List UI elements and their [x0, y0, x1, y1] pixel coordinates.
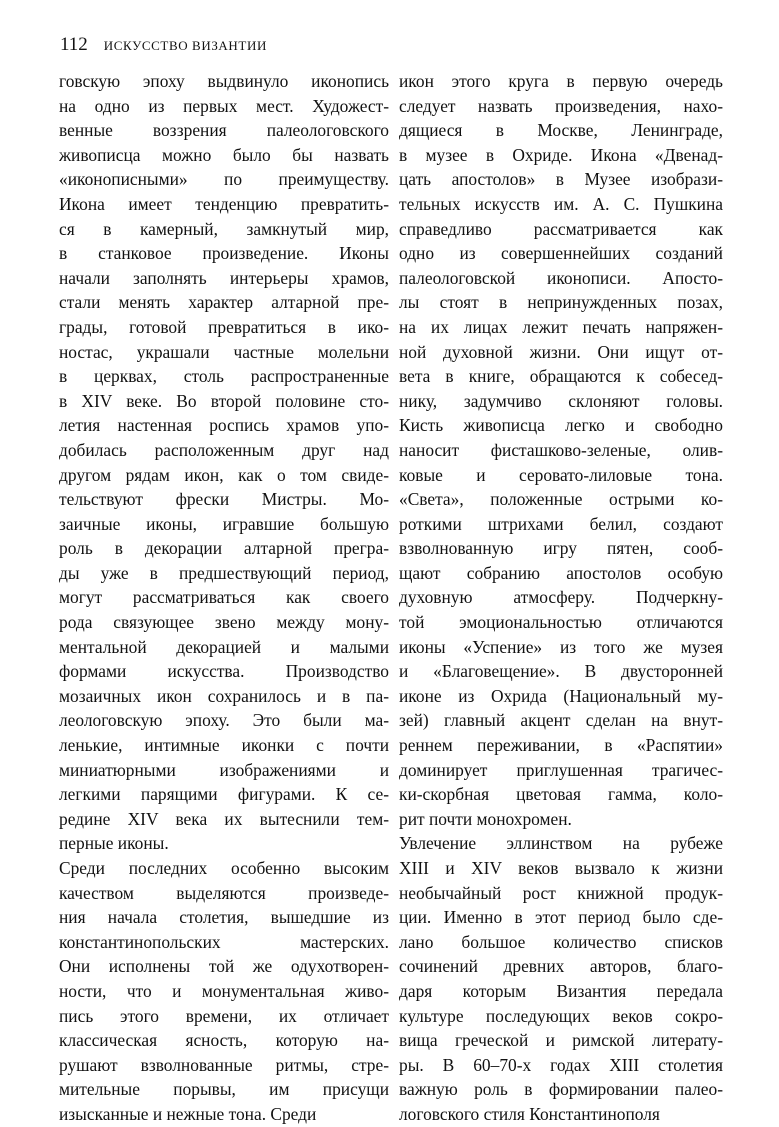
text-line: ной духовной жизни. Они ищут от-	[399, 341, 723, 362]
text-line: и «Благовещение». В двусторонней	[399, 661, 723, 682]
text-line: перные иконы.	[59, 833, 169, 854]
text-line: рит почти монохромен.	[399, 808, 572, 829]
text-line: рода связующее звено между мону-	[59, 612, 389, 633]
text-line: ся в камерный, замкнутый мир,	[59, 218, 389, 239]
text-line: ния начала столетия, вышедшие из	[59, 907, 389, 928]
text-line: на их лицах лежит печать напряжен-	[399, 316, 723, 337]
text-line: ковые и серовато-лиловые тона.	[399, 464, 723, 485]
text-line: венные воззрения палеологовского	[59, 120, 389, 141]
text-line: рушают взволнованные ритмы, стре-	[59, 1054, 389, 1075]
text-line: формами искусства. Производство	[59, 661, 389, 682]
text-line: необычайный рост книжной продук-	[399, 882, 723, 903]
text-line: говскую эпоху выдвинуло иконопись	[59, 71, 389, 91]
text-line: «иконописными» по преимуществу.	[59, 169, 389, 190]
text-line: изысканные и нежные тона. Среди	[59, 1103, 317, 1124]
text-line: легкими парящими фигурами. К се-	[59, 784, 389, 805]
text-line: палеологовской иконописи. Апосто-	[399, 267, 723, 288]
text-line: справедливо рассматривается как	[399, 218, 723, 239]
text-line: нику, задумчиво склоняют головы.	[399, 390, 723, 411]
text-line: константинопольских мастерских.	[59, 931, 389, 952]
text-line: роль в декорации алтарной прегра-	[59, 538, 389, 559]
text-line: миниатюрными изображениями и	[59, 759, 389, 780]
left-column	[59, 69, 389, 1127]
text-line: пись этого времени, их отличает	[59, 1005, 389, 1026]
text-line: другом рядам икон, как о том свиде-	[59, 464, 389, 485]
text-line: ки-скорбная цветовая гамма, коло-	[399, 784, 723, 805]
text-line: вища греческой и римской литерату-	[399, 1030, 723, 1051]
text-line: цать апостолов» в Музее изобрази-	[399, 169, 723, 190]
text-line: классическая ясность, которую на-	[59, 1030, 389, 1051]
text-line: в церквах, столь распространенные	[59, 366, 389, 387]
text-line: наносит фисташково-зеленые, олив-	[399, 439, 723, 460]
text-line: лано большое количество списков	[399, 931, 723, 952]
text-line: Кисть живописца легко и свободно	[399, 415, 723, 436]
text-line: стали менять характер алтарной пре-	[59, 292, 389, 313]
text-line: ленькие, интимные иконки с почти	[59, 735, 389, 756]
text-line: качеством выделяются произведе-	[59, 882, 389, 903]
text-line: ды уже в предшествующий период,	[59, 562, 389, 583]
text-line: заичные иконы, игравшие большую	[59, 513, 389, 534]
text-line: сочинений древних авторов, благо-	[399, 956, 723, 977]
text-line: ры. В 60–70-х годах XIII столетия	[399, 1054, 723, 1075]
text-line: XIII и XIV веков вызвало к жизни	[399, 858, 723, 878]
text-line: могут рассматриваться как своего	[59, 587, 389, 608]
text-line: Они исполнены той же одухотворен-	[59, 956, 389, 977]
text-line: ности, что и монументальная живо-	[59, 980, 389, 1001]
text-line: грады, готовой превратиться в ико-	[59, 316, 389, 337]
text-line: взволнованную игру пятен, сооб-	[399, 538, 723, 559]
text-line: «Света», положенные острыми ко-	[399, 489, 723, 510]
text-line: логовского стиля Константинополя	[399, 1103, 660, 1124]
text-line: важную роль в формировании палео-	[399, 1079, 723, 1100]
text-line: живописца можно было бы назвать	[59, 144, 389, 165]
text-line: роткими штрихами белил, создают	[399, 513, 723, 534]
text-line: дящиеся в Москве, Ленинграде,	[399, 120, 723, 141]
right-column	[399, 69, 723, 1127]
text-line: иконе из Охрида (Национальный му-	[399, 685, 723, 706]
text-line: летия настенная роспись храмов упо-	[59, 415, 389, 436]
running-title: ИСКУССТВО ВИЗАНТИИ	[103, 38, 267, 53]
text-line: в музее в Охриде. Икона «Двенад-	[399, 144, 723, 165]
text-line: мозаичных икон сохранилось и в па-	[59, 685, 389, 706]
text-line: духовную атмосферу. Подчеркну-	[399, 587, 723, 608]
text-line: в XIV веке. Во второй половине сто-	[59, 390, 389, 411]
text-line: даря которым Византия передала	[399, 980, 723, 1001]
text-line: щают собранию апостолов особую	[399, 562, 723, 583]
text-line: той эмоциональностью отличаются	[399, 612, 723, 633]
text-line: иконы «Успение» из того же музея	[399, 636, 723, 657]
page-number: 112	[60, 34, 88, 55]
text-line: добилась расположенным друг над	[59, 439, 389, 460]
text-line: лы стоят в непринужденных позах,	[399, 292, 723, 313]
text-line: реннем переживании, в «Распятии»	[399, 735, 723, 756]
text-line: одно из совершеннейших созданий	[399, 243, 723, 264]
text-line: доминирует приглушенная трагичес-	[399, 759, 723, 780]
text-line: зей) главный акцент сделан на внут-	[399, 710, 723, 731]
text-line: Увлечение эллинством на рубеже	[399, 833, 723, 854]
text-line: культуре последующих веков сокро-	[399, 1005, 723, 1026]
text-line: леологовскую эпоху. Это были ма-	[59, 710, 389, 731]
text-line: Икона имеет тенденцию превратить-	[59, 193, 389, 214]
text-line: ции. Именно в этот период было сде-	[399, 907, 723, 928]
running-head	[60, 34, 267, 58]
text-line: икон этого круга в первую очередь	[399, 71, 723, 91]
text-line: мительные порывы, им присущи	[59, 1079, 389, 1100]
text-line: тельных искусств им. А. С. Пушкина	[399, 193, 723, 214]
text-line: ностас, украшали частные молельни	[59, 341, 389, 362]
text-line: тельствуют фрески Мистры. Мо-	[59, 489, 389, 510]
text-line: редине XIV века их вытеснили тем-	[59, 808, 389, 829]
text-line: в станковое произведение. Иконы	[59, 243, 389, 264]
text-line: ментальной декорацией и малыми	[59, 636, 389, 657]
text-line: начали заполнять интерьеры храмов,	[59, 267, 389, 288]
text-line: вета в книге, обращаются к собесед-	[399, 366, 723, 387]
text-line: следует назвать произведения, нахо-	[399, 95, 723, 116]
text-line: на одно из первых мест. Художест-	[59, 95, 389, 116]
text-line: Среди последних особенно высоким	[59, 858, 389, 878]
